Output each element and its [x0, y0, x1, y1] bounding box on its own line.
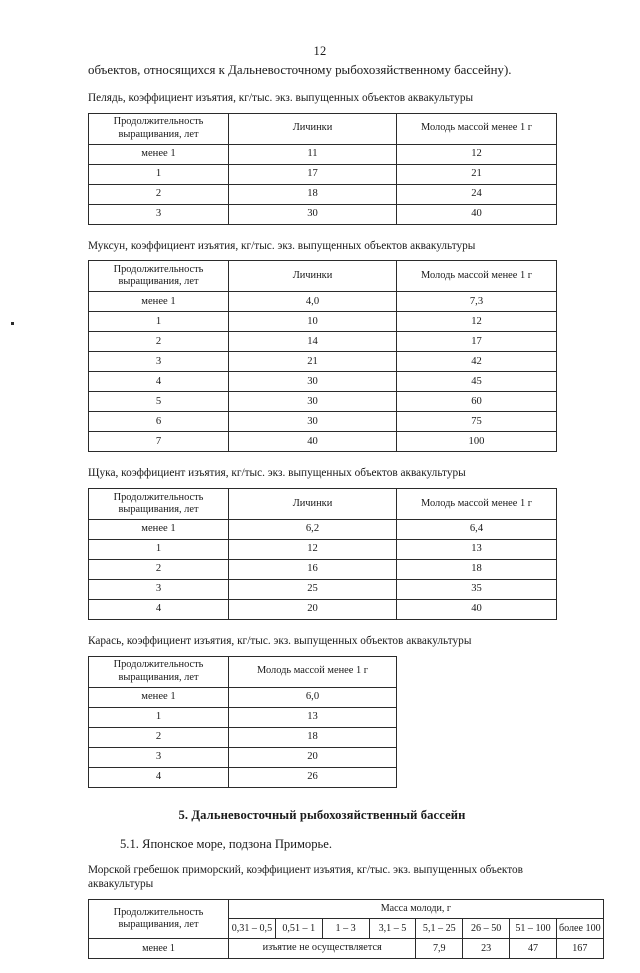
cell-fry: 7,3 [397, 292, 557, 312]
cell-fry: 21 [397, 164, 557, 184]
table-row [89, 747, 397, 767]
table-row [89, 164, 557, 184]
table-row [89, 432, 557, 452]
table-header-row [89, 489, 557, 520]
cell-duration: 1 [89, 164, 229, 184]
table-header-row [89, 113, 557, 144]
cell-larvae: 20 [229, 600, 397, 620]
table-row [89, 312, 557, 332]
cell-no-extraction-note: изъятие не осуществляется [229, 939, 416, 959]
column-header-duration: Продолжительность выращивания, лет [89, 113, 229, 144]
cell-duration: 4 [89, 600, 229, 620]
cell-duration: менее 1 [89, 144, 229, 164]
table-row [89, 939, 604, 959]
column-header-larvae: Личинки [229, 489, 397, 520]
cell-fry: 13 [229, 707, 397, 727]
cell-mass-value: 167 [556, 939, 603, 959]
cell-duration: менее 1 [89, 939, 229, 959]
column-header-larvae: Личинки [229, 113, 397, 144]
table-pelyad [88, 113, 557, 225]
table-row [89, 184, 557, 204]
cell-fry: 75 [397, 412, 557, 432]
column-header-mass-range: 26 – 50 [463, 919, 510, 939]
table-row [89, 520, 557, 540]
cell-fry: 35 [397, 580, 557, 600]
cell-duration: 3 [89, 204, 229, 224]
cell-fry: 12 [397, 144, 557, 164]
cell-larvae: 18 [229, 184, 397, 204]
cell-fry: 24 [397, 184, 557, 204]
cell-larvae: 30 [229, 372, 397, 392]
cell-duration: 7 [89, 432, 229, 452]
column-header-larvae: Личинки [229, 261, 397, 292]
cell-duration: менее 1 [89, 292, 229, 312]
cell-fry: 100 [397, 432, 557, 452]
cell-fry: 42 [397, 352, 557, 372]
cell-fry: 26 [229, 767, 397, 787]
column-header-duration: Продолжительность выращивания, лет [89, 489, 229, 520]
cell-mass-value: 23 [463, 939, 510, 959]
cell-larvae: 17 [229, 164, 397, 184]
table-row [89, 727, 397, 747]
table-caption-scallop: Морской гребешок приморский, коэффициент изъятия, кг/тыс. экз. выпущенных объектов аквакультуры [88, 863, 524, 891]
table-shchuka [88, 488, 557, 620]
column-header-fry: Молодь массой менее 1 г [229, 656, 397, 687]
cell-fry: 6,4 [397, 520, 557, 540]
table-row [89, 560, 557, 580]
cell-fry: 40 [397, 204, 557, 224]
table-caption-pelyad: Пелядь, коэффициент изъятия, кг/тыс. экз. выпущенных объектов аквакультуры [88, 92, 474, 105]
column-header-mass-range: 3,1 – 5 [369, 919, 416, 939]
cell-duration: 2 [89, 560, 229, 580]
table-header-row-group [89, 900, 604, 919]
column-header-duration: Продолжительность выращивания, лет [89, 261, 229, 292]
cell-larvae: 21 [229, 352, 397, 372]
table-row [89, 412, 557, 432]
table-caption-shchuka: Щука, коэффициент изъятия, кг/тыс. экз. выпущенных объектов аквакультуры [88, 467, 466, 480]
cell-larvae: 30 [229, 412, 397, 432]
cell-duration: 1 [89, 707, 229, 727]
table-row [89, 372, 557, 392]
cell-fry: 20 [229, 747, 397, 767]
cell-larvae: 30 [229, 204, 397, 224]
cell-mass-value: 7,9 [416, 939, 463, 959]
cell-fry: 17 [397, 332, 557, 352]
cell-duration: 3 [89, 580, 229, 600]
cell-duration: 3 [89, 747, 229, 767]
cell-duration: 6 [89, 412, 229, 432]
table-row [89, 687, 397, 707]
cell-duration: менее 1 [89, 687, 229, 707]
subsection-heading: 5.1. Японское море, подзона Приморье. [120, 836, 333, 851]
table-karas [88, 656, 397, 788]
table-row [89, 767, 397, 787]
cell-larvae: 16 [229, 560, 397, 580]
table-row [89, 204, 557, 224]
cell-larvae: 25 [229, 580, 397, 600]
cell-mass-value: 47 [510, 939, 557, 959]
cell-larvae: 10 [229, 312, 397, 332]
column-header-mass-range: 51 – 100 [510, 919, 557, 939]
table-row [89, 600, 557, 620]
cell-larvae: 30 [229, 392, 397, 412]
column-header-mass-range: 5,1 – 25 [416, 919, 463, 939]
cell-larvae: 40 [229, 432, 397, 452]
cell-duration: 5 [89, 392, 229, 412]
cell-duration: 3 [89, 352, 229, 372]
cell-larvae: 12 [229, 540, 397, 560]
cell-fry: 6,0 [229, 687, 397, 707]
column-header-mass-range: 1 – 3 [322, 919, 369, 939]
table-row [89, 144, 557, 164]
column-header-fry: Молодь массой менее 1 г [397, 113, 557, 144]
cell-fry: 45 [397, 372, 557, 392]
cell-duration: 1 [89, 540, 229, 560]
cell-duration: 2 [89, 184, 229, 204]
column-header-fry: Молодь массой менее 1 г [397, 261, 557, 292]
column-header-mass-range: 0,51 – 1 [275, 919, 322, 939]
table-scallop [88, 899, 604, 959]
table-row [89, 707, 397, 727]
cell-larvae: 4,0 [229, 292, 397, 312]
column-header-duration: Продолжительность выращивания, лет [89, 900, 229, 939]
section-heading: 5. Дальневосточный рыбохозяйственный бассейн [178, 807, 466, 822]
cell-duration: 4 [89, 767, 229, 787]
cell-larvae: 14 [229, 332, 397, 352]
intro-paragraph: объектов, относящихся к Дальневосточному рыбохозяйственному бассейну). [88, 63, 512, 77]
table-caption-karas: Карась, коэффициент изъятия, кг/тыс. экз. выпущенных объектов аквакультуры [88, 635, 472, 648]
cell-fry: 12 [397, 312, 557, 332]
table-row [89, 540, 557, 560]
table-muksun [88, 260, 557, 452]
table-row [89, 292, 557, 312]
cell-duration: менее 1 [89, 520, 229, 540]
table-header-row [89, 261, 557, 292]
table-row [89, 580, 557, 600]
table-row [89, 352, 557, 372]
cell-duration: 1 [89, 312, 229, 332]
cell-larvae: 6,2 [229, 520, 397, 540]
cell-duration: 2 [89, 332, 229, 352]
page-content [88, 62, 601, 973]
cell-fry: 18 [229, 727, 397, 747]
column-header-fry: Молодь массой менее 1 г [397, 489, 557, 520]
margin-artifact-dot [11, 322, 14, 325]
cell-fry: 13 [397, 540, 557, 560]
page-number: 12 [313, 44, 327, 58]
cell-fry: 40 [397, 600, 557, 620]
column-header-mass-range: более 100 [556, 919, 603, 939]
cell-larvae: 11 [229, 144, 397, 164]
table-row [89, 392, 557, 412]
table-caption-muksun: Муксун, коэффициент изъятия, кг/тыс. экз. выпущенных объектов аквакультуры [88, 239, 476, 252]
column-header-duration: Продолжительность выращивания, лет [89, 656, 229, 687]
cell-fry: 18 [397, 560, 557, 580]
cell-fry: 60 [397, 392, 557, 412]
table-header-row [89, 656, 397, 687]
column-group-header-mass: Масса молоди, г [229, 900, 604, 919]
cell-duration: 2 [89, 727, 229, 747]
table-row [89, 332, 557, 352]
cell-duration: 4 [89, 372, 229, 392]
column-header-mass-range: 0,31 – 0,5 [229, 919, 276, 939]
